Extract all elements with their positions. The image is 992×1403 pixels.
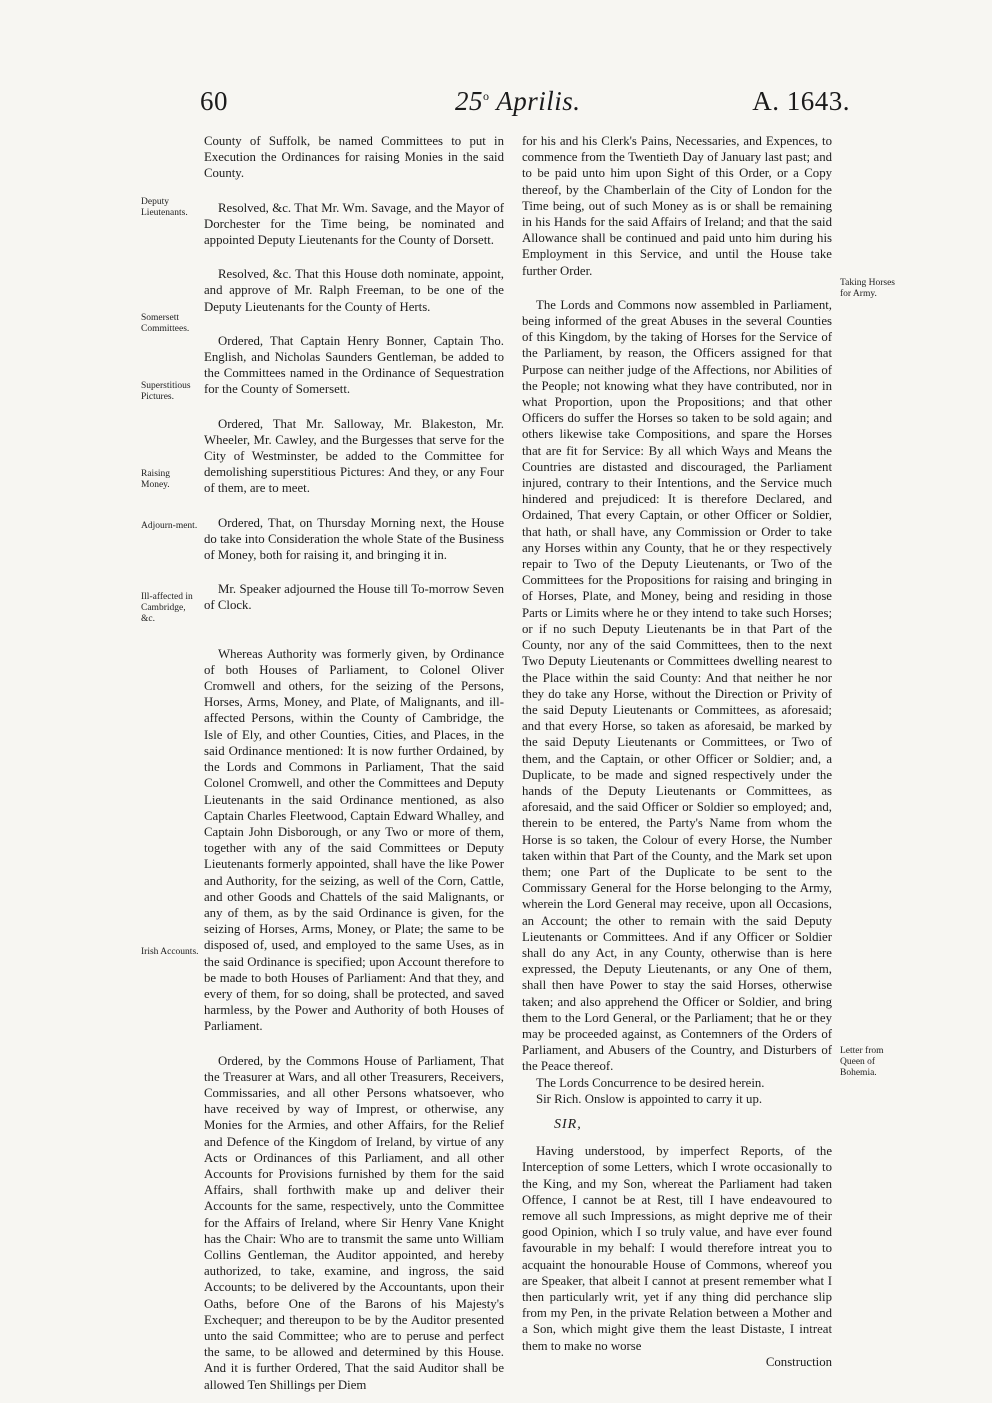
left-paragraph-4: Ordered, That Captain Henry Bonner, Captain Tho. English, and Nicholas Saunders Gentleman, be added to the Committees named in the Ordinance of Sequestration for the County of Somersett.	[204, 333, 504, 397]
left-paragraph-2: Resolved, &c. That Mr. Wm. Savage, and the Mayor of Dorchester for the Time being, be nominated and appointed Deputy Lieutenants for the County of Dorsett.	[204, 200, 504, 248]
right-paragraph-4: Sir Rich. Onslow is appointed to carry it up.	[536, 1091, 763, 1106]
margin-note-somersett: Somersett Committees.	[141, 313, 190, 334]
left-paragraph-1: County of Suffolk, be named Committees to put in Execution the Ordinances for raising Monies in the said County.	[204, 134, 504, 181]
page-date	[455, 86, 581, 117]
margin-note-raising: Raising Money.	[141, 469, 171, 490]
date-word: Aprilis.	[496, 86, 581, 116]
margin-note-superstitious: Superstitious Pictures.	[141, 381, 191, 402]
date-day: 25	[455, 86, 483, 116]
page-year: A. 1643.	[752, 86, 850, 116]
left-paragraph-7: Mr. Speaker adjourned the House till To-morrow Seven of Clock.	[204, 582, 504, 613]
margin-note-taking-horses: Taking Horses for Army.	[840, 278, 896, 299]
letter-salutation: SIR,	[554, 1116, 582, 1132]
right-paragraph-3: The Lords Concurrence to be desired herein.	[536, 1075, 765, 1090]
date-sup: o	[483, 89, 490, 103]
page-header	[200, 86, 850, 126]
left-paragraph-3: Resolved, &c. That this House doth nominate, appoint, and approve of Mr. Ralph Freeman, to be one of the Deputy Lieutenants for the County of Herts.	[204, 267, 504, 314]
left-column	[204, 133, 504, 1393]
margin-note-letter: Letter from Queen of Bohemia.	[840, 1046, 884, 1078]
right-column	[522, 133, 832, 1370]
margin-note-ill-affected: Ill-affected in Cambridge, &c.	[141, 592, 193, 624]
left-paragraph-9: Ordered, by the Commons House of Parliament, That the Treasurer at Wars, and all other Treasurers, Receivers, Commissaries, and all other Persons whatsoever, who have received by way of Imprest, or otherwise, any Monies for the Armies, and other Affairs, for the Relief and Defence of the Kingdom of Ireland, by virtue of any Acts or Ordinances of this Parliament, and all other Accounts for Provisions furnished by them for the said Affairs, shall forthwith make up and deliver their Accounts for the same, respectively, unto the Committee for the Affairs of Ireland, where Sir Henry Vane Knight has the Chair: Who are to transmit the same unto William Collins Gentleman, the Auditor appointed, and hereby authorized, to take, examine, and ingross, the said Accounts; to be delivered by the Accountants, upon their Oaths, before One of the Barons of his Majesty's Exchequer; and thereupon to be by the Auditor presented unto the said Committee; who are to peruse and perfect the same, to be allowed and determined by this House. And it is further Ordered, That the said Auditor shall be allowed Ten Shillings per Diem	[204, 1053, 504, 1392]
margin-note-deputy: Deputy Lieutenants.	[141, 197, 188, 218]
right-paragraph-1: for his and his Clerk's Pains, Necessaries, and Expences, to commence from the Twentieth Day of January last past; and to be paid unto him upon Sight of this Order, or a Copy thereof, by the Chamberlain of the City of London for the Time being, out of such Money as is or shall be remaining in his Hands for the said Affairs of Ireland; and that the said Allowance shall be continued and paid unto him during his Employment in this Service, and until the House take further Order.	[522, 134, 832, 278]
left-paragraph-6: Ordered, That, on Thursday Morning next, the House do take into Consideration the whole State of the Business of Money, both for raising it, and bringing it in.	[204, 515, 504, 563]
right-paragraph-5: Having understood, by imperfect Reports, of the Interception of some Letters, which I wrote occasionally to the King, and my Son, whereat the Parliament had taken Offence, I cannot be at Rest, till I have endeavoured to remove all such Impressions, as might deprive me of their good Opinion, which I so truly value, and have ever found favourable in my behalf: I would therefore intreat you to acquaint the honourable House of Commons, whereof you are Speaker, that albeit I cannot at present remember what I then particularly writ, yet if any thing did perchance slip from my Pen, in the private Relation between a Mother and a Son, which might give them the least Distaste, I intreat them to make no worse	[522, 1144, 832, 1353]
page-number: 60	[200, 86, 228, 116]
right-paragraph-2: The Lords and Commons now assembled in Parliament, being informed of the great Abuses in the several Counties of this Kingdom, by the taking of Horses for the Service of the Parliament, by reason, the Officers assigned for that Purpose can neither judge of the Affections, nor Abilities of the People; not knowing what they have contributed, nor in what Proportion, upon the Propositions; and that other Officers do suffer the Horses so taken to be sold again; and others likewise take Compositions, and spare the Horses that are fit for Service: By all which Ways and Means the Countries are distasted and discouraged, the Parliament injured, contrary to their Intentions, and the Service much hindered and prejudiced: It is therefore Declared, and Ordained, That every Captain, or other Officer or Soldier, that hath, or shall have, any Commission or Order to take any Horses within any County, that he or they respectively repair to Two of the Deputy Lieutenants, or Two of the Committees for the Propositions for raising and bringing in of Horses, Plate, and Money, being and residing in those Parts or Limits where he or they intend to take such Horses; or if no such Deputy Lieutenants be in that Part of the County, nor any of the said Committees, then to the next Two Deputy Lieutenants or Committees dwelling nearest to the Place within the said County: And that neither he nor they do take any Horse, without the Direction or Privity of the said Deputy Lieutenants or Committees, as aforesaid; and that every Horse, so taken as aforesaid, be marked by the said Deputy Lieutenants or Committees, or Two of them, and the Captain, or other Officer or Soldier; and, a Duplicate, to be made and signed respectively under the hands of the Deputy Lieutenants or Committees, as aforesaid, and the said Officer or Soldier so employed; and, therein to be entered, the Party's Name from whom the Horse is so taken, the Colour of every Horse, the Number taken within that Part of the County, and the Mark set upon them; one Part of the Duplicate to be sent to the Commissary General for the Horse belonging to the Army, wherein the Lord General may receive, upon all Occasions, an Account; the other to remain with the said Deputy Lieutenants or Committees. And if any Officer or Soldier shall do any Act, in any County, otherwise than is here expressed, the Deputy Lieutenants, or any One of them, shall then have Power to stay the said Horses, otherwise taken; and also apprehend the Officer or Soldier, and bring them to the Lord General, or the Parliament; that he or they may be proceeded against, as Contemners of the Orders of Parliament, and Abusers of the Country, and Disturbers of the Peace thereof.	[522, 297, 832, 1074]
left-paragraph-5: Ordered, That Mr. Salloway, Mr. Blakeston, Mr. Wheeler, Mr. Cawley, and the Burgesses that serve for the City of Westminster, be added to the Committee for demolishing superstitious Pictures: And they, or any Four of them, are to meet.	[204, 416, 504, 496]
margin-note-irish: Irish Accounts.	[141, 947, 199, 957]
margin-note-adjournment: Adjourn-ment.	[141, 521, 198, 531]
left-paragraph-8: Whereas Authority was formerly given, by Ordinance of both Houses of Parliament, to Colonel Oliver Cromwell and others, for the seizing of the Persons, Horses, Arms, Money, and Plate, of Malignants, and ill-affected Persons, within the County of Cambridge, the Isle of Ely, and other Counties, Cities, and Places, in the said Ordinance mentioned: It is now further Ordained, by the Lords and Commons in Parliament, That the said Colonel Cromwell, and other the Committees and Deputy Lieutenants in the said Ordinance mentioned, as also Captain Charles Fleetwood, Captain Edward Whalley, and Captain John Disborough, or any Two or more of them, together with any of the said Committees or Deputy Lieutenants formerly appointed, shall have the like Power and Authority, for the seizing, as well of the Corn, Cattle, and other Goods and Chattels of the said Malignants, or any of them, as by the said Ordinance is given, for the seizing of Horses, Arms, Money, or Plate; the same to be disposed of, used, and employed to the same Uses, as in the said Ordinance is specified; upon Account therefore to be made to both Houses of Parliament: And that they, and every of them, for so doing, shall be protected, and saved harmless, by the Power and Authority of both Houses of Parliament.	[204, 646, 504, 1034]
catchword: Construction	[765, 1354, 832, 1369]
